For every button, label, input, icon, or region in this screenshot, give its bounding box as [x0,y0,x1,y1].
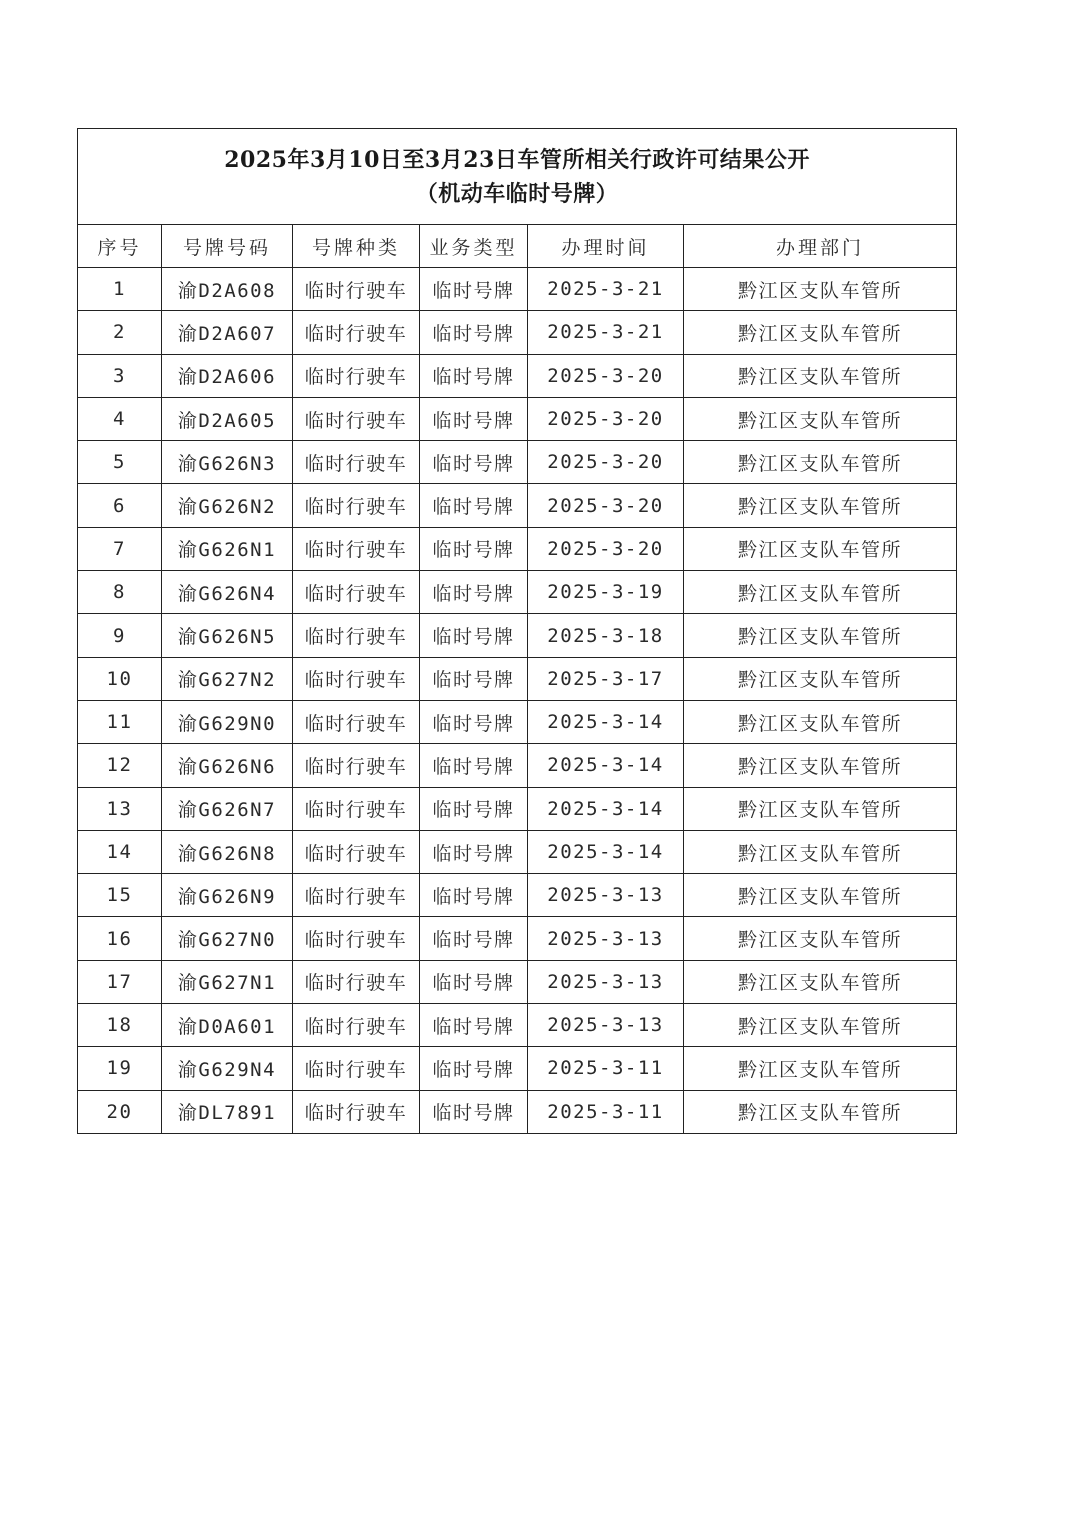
processing-time-cell: 2025-3-11 [528,1090,684,1133]
business-type-cell: 临时号牌 [420,830,528,873]
department-cell: 黔江区支队车管所 [684,311,957,354]
serial-cell: 10 [78,657,162,700]
plate-number-cell: 渝G627N2 [162,657,293,700]
processing-time-cell: 2025-3-14 [528,830,684,873]
department-cell: 黔江区支队车管所 [684,527,957,570]
plate-number-cell: 渝D0A601 [162,1004,293,1047]
serial-cell: 3 [78,354,162,397]
department-cell: 黔江区支队车管所 [684,1004,957,1047]
business-type-cell: 临时号牌 [420,441,528,484]
serial-cell: 15 [78,874,162,917]
plate-type-cell: 临时行驶车 [293,917,420,960]
serial-cell: 17 [78,960,162,1003]
department-cell: 黔江区支队车管所 [684,830,957,873]
department-cell: 黔江区支队车管所 [684,657,957,700]
business-type-cell: 临时号牌 [420,311,528,354]
business-type-cell: 临时号牌 [420,268,528,311]
table-row [78,1004,957,1047]
table-row [78,787,957,830]
department-cell: 黔江区支队车管所 [684,700,957,743]
plate-type-cell: 临时行驶车 [293,527,420,570]
plate-number-cell: 渝G626N2 [162,484,293,527]
header-processing-time: 办理时间 [528,225,684,268]
permit-results-table [77,128,957,1134]
table-row [78,527,957,570]
processing-time-cell: 2025-3-20 [528,484,684,527]
processing-time-cell: 2025-3-17 [528,657,684,700]
table-row [78,397,957,440]
business-type-cell: 临时号牌 [420,744,528,787]
serial-cell: 14 [78,830,162,873]
table-row [78,744,957,787]
department-cell: 黔江区支队车管所 [684,614,957,657]
serial-cell: 20 [78,1090,162,1133]
business-type-cell: 临时号牌 [420,397,528,440]
table-row [78,441,957,484]
processing-time-cell: 2025-3-20 [528,441,684,484]
serial-cell: 7 [78,527,162,570]
processing-time-cell: 2025-3-21 [528,268,684,311]
business-type-cell: 临时号牌 [420,787,528,830]
plate-type-cell: 临时行驶车 [293,311,420,354]
serial-cell: 5 [78,441,162,484]
header-serial: 序号 [78,225,162,268]
table-row [78,571,957,614]
plate-number-cell: 渝G626N7 [162,787,293,830]
serial-cell: 6 [78,484,162,527]
plate-number-cell: 渝G626N8 [162,830,293,873]
plate-type-cell: 临时行驶车 [293,614,420,657]
document-title [78,129,957,225]
header-business-type: 业务类型 [420,225,528,268]
plate-type-cell: 临时行驶车 [293,744,420,787]
title-line-1: 2025年3月10日至3月23日车管所相关行政许可结果公开 [224,146,810,173]
serial-cell: 18 [78,1004,162,1047]
title-line-2: （机动车临时号牌） [415,180,619,207]
header-plate-number: 号牌号码 [162,225,293,268]
department-cell: 黔江区支队车管所 [684,917,957,960]
table-row [78,700,957,743]
business-type-cell: 临时号牌 [420,700,528,743]
plate-number-cell: 渝D2A606 [162,354,293,397]
plate-number-cell: 渝G629N4 [162,1047,293,1090]
processing-time-cell: 2025-3-20 [528,397,684,440]
department-cell: 黔江区支队车管所 [684,874,957,917]
serial-cell: 2 [78,311,162,354]
business-type-cell: 临时号牌 [420,527,528,570]
header-plate-type: 号牌种类 [293,225,420,268]
plate-number-cell: 渝G626N5 [162,614,293,657]
plate-type-cell: 临时行驶车 [293,1004,420,1047]
header-row [78,225,957,268]
department-cell: 黔江区支队车管所 [684,787,957,830]
serial-cell: 16 [78,917,162,960]
serial-cell: 9 [78,614,162,657]
plate-number-cell: 渝D2A607 [162,311,293,354]
plate-type-cell: 临时行驶车 [293,1090,420,1133]
plate-number-cell: 渝G626N4 [162,571,293,614]
plate-number-cell: 渝G626N3 [162,441,293,484]
plate-type-cell: 临时行驶车 [293,397,420,440]
department-cell: 黔江区支队车管所 [684,354,957,397]
title-row [78,129,957,225]
serial-cell: 11 [78,700,162,743]
table-row [78,657,957,700]
plate-number-cell: 渝D2A605 [162,397,293,440]
processing-time-cell: 2025-3-13 [528,960,684,1003]
plate-type-cell: 临时行驶车 [293,354,420,397]
plate-type-cell: 临时行驶车 [293,1047,420,1090]
business-type-cell: 临时号牌 [420,571,528,614]
plate-number-cell: 渝G627N0 [162,917,293,960]
processing-time-cell: 2025-3-14 [528,700,684,743]
table-row [78,311,957,354]
plate-number-cell: 渝G626N1 [162,527,293,570]
business-type-cell: 临时号牌 [420,1047,528,1090]
table-row [78,614,957,657]
business-type-cell: 临时号牌 [420,354,528,397]
business-type-cell: 临时号牌 [420,917,528,960]
business-type-cell: 临时号牌 [420,874,528,917]
serial-cell: 1 [78,268,162,311]
plate-type-cell: 临时行驶车 [293,787,420,830]
serial-cell: 19 [78,1047,162,1090]
processing-time-cell: 2025-3-13 [528,917,684,960]
business-type-cell: 临时号牌 [420,960,528,1003]
business-type-cell: 临时号牌 [420,657,528,700]
processing-time-cell: 2025-3-13 [528,874,684,917]
plate-number-cell: 渝D2A608 [162,268,293,311]
header-department: 办理部门 [684,225,957,268]
department-cell: 黔江区支队车管所 [684,441,957,484]
department-cell: 黔江区支队车管所 [684,960,957,1003]
plate-type-cell: 临时行驶车 [293,571,420,614]
plate-type-cell: 临时行驶车 [293,874,420,917]
plate-type-cell: 临时行驶车 [293,268,420,311]
serial-cell: 12 [78,744,162,787]
processing-time-cell: 2025-3-14 [528,744,684,787]
table-body [78,268,957,1134]
department-cell: 黔江区支队车管所 [684,1047,957,1090]
table-row [78,484,957,527]
table-row [78,830,957,873]
plate-number-cell: 渝G626N9 [162,874,293,917]
table-row [78,874,957,917]
department-cell: 黔江区支队车管所 [684,571,957,614]
plate-type-cell: 临时行驶车 [293,960,420,1003]
department-cell: 黔江区支队车管所 [684,744,957,787]
table-row [78,960,957,1003]
processing-time-cell: 2025-3-13 [528,1004,684,1047]
plate-type-cell: 临时行驶车 [293,830,420,873]
business-type-cell: 临时号牌 [420,614,528,657]
processing-time-cell: 2025-3-21 [528,311,684,354]
processing-time-cell: 2025-3-18 [528,614,684,657]
plate-number-cell: 渝G629N0 [162,700,293,743]
processing-time-cell: 2025-3-20 [528,354,684,397]
table-row [78,354,957,397]
processing-time-cell: 2025-3-14 [528,787,684,830]
table-row [78,1047,957,1090]
table-row [78,917,957,960]
department-cell: 黔江区支队车管所 [684,268,957,311]
table-row [78,268,957,311]
plate-type-cell: 临时行驶车 [293,484,420,527]
business-type-cell: 临时号牌 [420,1004,528,1047]
table-row [78,1090,957,1133]
plate-number-cell: 渝DL7891 [162,1090,293,1133]
plate-type-cell: 临时行驶车 [293,700,420,743]
plate-number-cell: 渝G627N1 [162,960,293,1003]
serial-cell: 13 [78,787,162,830]
plate-type-cell: 临时行驶车 [293,441,420,484]
plate-type-cell: 临时行驶车 [293,657,420,700]
department-cell: 黔江区支队车管所 [684,1090,957,1133]
plate-number-cell: 渝G626N6 [162,744,293,787]
processing-time-cell: 2025-3-11 [528,1047,684,1090]
processing-time-cell: 2025-3-20 [528,527,684,570]
business-type-cell: 临时号牌 [420,484,528,527]
serial-cell: 8 [78,571,162,614]
department-cell: 黔江区支队车管所 [684,484,957,527]
department-cell: 黔江区支队车管所 [684,397,957,440]
business-type-cell: 临时号牌 [420,1090,528,1133]
processing-time-cell: 2025-3-19 [528,571,684,614]
serial-cell: 4 [78,397,162,440]
